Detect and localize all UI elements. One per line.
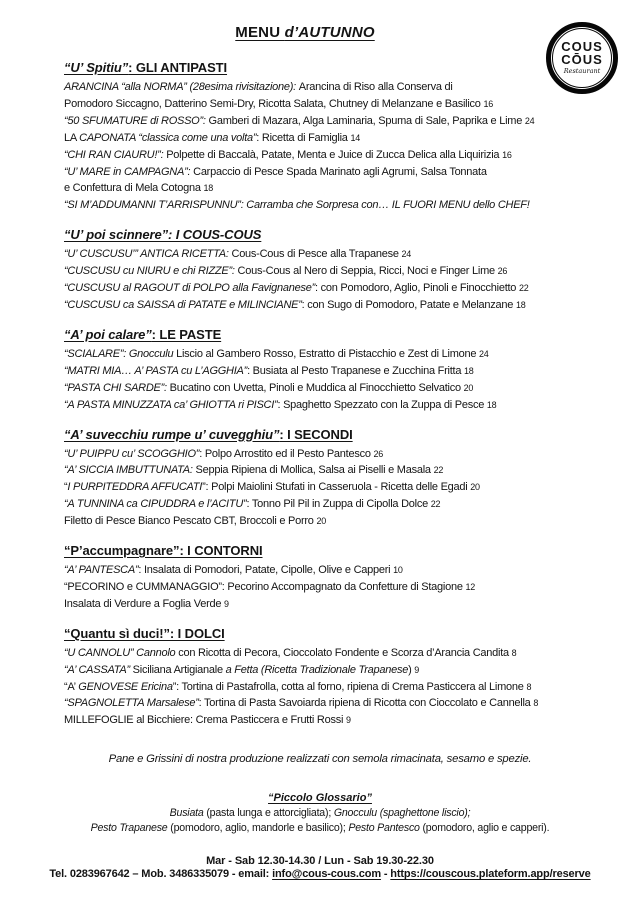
text-segment: Busiata xyxy=(169,807,207,820)
menu-item xyxy=(64,645,614,662)
logo-word-bottom: CŌUS xyxy=(561,51,603,67)
text-segment: Gnocculu (spaghettone liscio); xyxy=(333,807,471,820)
menu-item xyxy=(64,346,614,363)
menu-item-line xyxy=(64,679,614,696)
text-segment: Gamberi di Mazara, Alga Laminaria, Spuma di Sale, Paprika e Lime xyxy=(208,114,525,127)
price: 18 xyxy=(515,299,526,310)
text-segment: con Ricotta di Pecora, Cioccolato Fondente e Scorza d’Arancia Candita xyxy=(178,646,512,659)
text-segment: Pesto Pantesco xyxy=(348,822,423,835)
menu-item xyxy=(64,164,614,198)
price: 18 xyxy=(203,183,214,194)
menu-item xyxy=(64,79,614,113)
menu-item-line xyxy=(64,645,614,662)
contact-line xyxy=(0,867,640,882)
price: 16 xyxy=(502,149,512,160)
text-segment: ARANCINA “alla NORMA” (28esima rivisitazione): xyxy=(64,81,299,93)
text-segment: : Tonno Pil Pil in Zuppa di Cipolla Dolce xyxy=(246,498,431,511)
page-title-text xyxy=(235,24,374,41)
text-segment: Seppia Ripiena di Mollica, Salsa ai Piselli e Masala xyxy=(195,464,434,477)
glossary-lines xyxy=(0,806,640,836)
text-segment: “CUSCUSU al RAGOUT di POLPO alla Favignanese” xyxy=(64,282,315,295)
menu-item xyxy=(64,446,614,463)
text-segment: : con Sugo di Pomodoro, Patate e Melanzane xyxy=(301,298,516,311)
logo-ring-icon xyxy=(546,22,618,94)
menu-item-line xyxy=(64,246,614,263)
menu-item xyxy=(64,113,614,130)
menu-section xyxy=(64,542,614,613)
text-segment: “ xyxy=(64,481,68,494)
text-segment: Arancina di Riso alla Conserva di xyxy=(298,81,453,93)
text-segment: Tel. 0283967642 – Mob. 3486335079 - email: xyxy=(49,867,273,880)
menu-item-line xyxy=(64,662,614,679)
text-segment: Bucatino con Uvetta, Pinoli e Muddica al Finocchietto Selvatico xyxy=(169,381,464,394)
menu-item xyxy=(64,197,614,214)
title-season: d’AUTUNNO xyxy=(284,24,375,41)
menu-item xyxy=(64,397,614,414)
text-segment: CAPONATA “classica come una volta” xyxy=(79,131,257,144)
price: 10 xyxy=(393,565,403,576)
price: 24 xyxy=(401,249,412,260)
text-segment: Siciliana Artigianale xyxy=(132,663,226,676)
section-heading xyxy=(64,59,614,77)
text-segment: : Polpo Arrostito ed il Pesto Pantesco xyxy=(199,447,374,460)
menu-section xyxy=(64,625,614,730)
text-segment: “A’ SICCIA IMBUTTUNATA: xyxy=(64,464,196,477)
page-title xyxy=(0,24,640,41)
menu-item-line xyxy=(64,397,614,414)
title-menu: MENU xyxy=(235,24,285,41)
text-segment: “U’ PUIPPU cu’ SCOGGHIO” xyxy=(64,447,200,460)
menu-item xyxy=(64,363,614,380)
reservation-link[interactable]: https://couscous.plateform.app/reserve xyxy=(390,867,591,880)
menu-item xyxy=(64,479,614,496)
price: 26 xyxy=(373,448,384,459)
price: 18 xyxy=(486,399,497,410)
text-segment: LA xyxy=(64,131,80,144)
menu-item-line xyxy=(64,130,614,147)
menu-item-line xyxy=(64,346,614,363)
menu-item-line xyxy=(64,113,614,130)
price: 26 xyxy=(497,266,508,277)
menu-item-line xyxy=(64,579,614,596)
contact-email-link[interactable]: info@cous-cous.com xyxy=(272,867,381,880)
text-segment: Cous-Cous al Nero di Seppia, Ricci, Noci e Finger Lime xyxy=(237,265,498,278)
text-segment: “A’ suvecchiu rumpe u’ cuvegghiu” xyxy=(64,426,280,442)
menu-item-line xyxy=(64,297,614,314)
price: 14 xyxy=(350,132,360,143)
menu-item xyxy=(64,297,614,314)
text-segment: (pasta lunga e attorcigliata); xyxy=(206,807,334,820)
menu-section xyxy=(64,59,614,214)
text-segment: - xyxy=(380,867,391,880)
menu-item xyxy=(64,263,614,280)
menu-item-line xyxy=(64,446,614,463)
text-segment: : LE PASTE xyxy=(151,326,222,342)
price: 18 xyxy=(464,365,474,376)
menu-item-line xyxy=(64,147,614,164)
glossary-line xyxy=(0,806,640,821)
text-segment: Filetto di Pesce Bianco Pescato CBT, Broccoli e Porro xyxy=(64,515,317,528)
glossary-line xyxy=(0,821,640,836)
text-segment: e Confettura di Mela Cotogna xyxy=(64,182,204,195)
price: 20 xyxy=(316,516,326,527)
menu-item xyxy=(64,513,614,530)
text-segment: : I SECONDI xyxy=(279,426,353,442)
menu-item-line xyxy=(64,197,614,214)
menu-section xyxy=(64,326,614,414)
text-segment: Insalata di Verdure a Foglia Verde xyxy=(64,597,225,610)
menu-item xyxy=(64,679,614,696)
menu-item xyxy=(64,562,614,579)
text-segment: “U’ CUSCUSU’” ANTICA RICETTA: xyxy=(64,248,232,261)
text-segment: Pesto Trapanese xyxy=(90,822,171,835)
logo-word-top: COUS xyxy=(561,39,603,54)
menu-item-line xyxy=(64,280,614,297)
menu-item xyxy=(64,246,614,263)
text-segment: : Tortina di Pasta Savoiarda ripiena di Ricotta con Cioccolato e Cannella xyxy=(198,697,534,710)
price: 20 xyxy=(470,482,480,493)
price: 22 xyxy=(433,465,444,476)
menu-item-line xyxy=(64,513,614,530)
price: 24 xyxy=(479,348,489,359)
menu-sections xyxy=(0,41,640,729)
menu-item-line xyxy=(64,263,614,280)
menu-item xyxy=(64,280,614,297)
text-segment: “U’ Spitiu” xyxy=(64,60,129,75)
price: 12 xyxy=(465,581,476,592)
text-segment: “A’ poi calare” xyxy=(64,326,152,342)
text-segment: : con Pomodoro, Aglio, Pinoli e Finocchietto xyxy=(315,282,519,295)
menu-item-line xyxy=(64,164,614,181)
menu-item-line xyxy=(64,79,614,96)
text-segment: Carpaccio di Pesce Spada Marinato agli Agrumi, Salsa Tonnata xyxy=(193,165,487,178)
text-segment: (pomodoro, aglio e capperi). xyxy=(422,822,550,835)
text-segment: “P’accumpagnare”: I CONTORNI xyxy=(64,543,263,559)
menu-item-line xyxy=(64,363,614,380)
text-segment: Polpette di Baccalà, Patate, Menta e Juice di Zucca Delica alla Liquirizia xyxy=(166,148,503,161)
bread-note: Pane e Grissini di nostra produzione realizzati con semola rimacinata, sesamo e spezie. xyxy=(108,753,532,766)
menu-item-line xyxy=(64,596,614,613)
menu-item xyxy=(64,712,614,729)
menu-item-line xyxy=(64,462,614,479)
section-heading xyxy=(64,226,614,244)
glossary-title: “Piccolo Glossario” xyxy=(268,792,372,805)
text-segment: Liscio al Gambero Rosso, Estratto di Pistacchio e Zest di Limone xyxy=(176,347,480,360)
section-heading xyxy=(64,625,614,643)
text-segment: “A’ PANTESCA” xyxy=(64,564,139,577)
menu-item xyxy=(64,596,614,613)
logo-subtitle: Restaurant xyxy=(563,67,601,75)
menu-item-line xyxy=(64,695,614,712)
menu-item xyxy=(64,147,614,164)
price: 8 xyxy=(533,698,539,709)
price: 9 xyxy=(224,598,229,609)
text-segment: “A PASTA MINUZZATA ca’ GHIOTTA ri PISCI” xyxy=(64,398,278,411)
text-segment: “CUSCUSU cu NIURU e chi RIZZE”: xyxy=(64,265,238,278)
text-segment: : Spaghetto Spezzato con la Zuppa di Pesce xyxy=(277,398,487,411)
restaurant-logo xyxy=(546,22,618,94)
text-segment: “PECORINO e CUMMANAGGIO”: Pecorino Accompagnato da Confetture di Stagione xyxy=(64,580,466,593)
menu-item xyxy=(64,695,614,712)
menu-item-line xyxy=(64,712,614,729)
text-segment: “U’ poi scinnere”: I COUS-COUS xyxy=(64,227,262,243)
price: 16 xyxy=(483,98,493,109)
text-segment: ”: Polpi Maiolini Stufati in Casseruola - Ricetta delle Egadi xyxy=(202,481,471,494)
text-segment: “A TUNNINA ca CIPUDDRA e l’ACITU” xyxy=(64,498,247,511)
price: 20 xyxy=(463,382,474,393)
text-segment: “CUSCUSU ca SAISSA di PATATE e MILINCIANE” xyxy=(64,298,302,311)
menu-item xyxy=(64,579,614,596)
text-segment: ”: Tortina di Pastafrolla, cotta al forno, ripiena di Crema Pasticcera al Limone xyxy=(172,680,527,693)
text-segment: “PASTA CHI SARDE”: xyxy=(64,381,170,394)
text-segment: “A’ xyxy=(64,680,79,693)
text-segment: “Quantu sì duci!”: I DOLCI xyxy=(64,625,225,641)
text-segment: (pomodoro, aglio, mandorle e basilico); xyxy=(170,822,349,835)
section-heading xyxy=(64,542,614,560)
text-segment: Pomodoro Siccagno, Datterino Semi-Dry, Ricotta Salata, Chutney di Melanzane e Basilico xyxy=(64,97,484,110)
text-segment: Cous-Cous di Pesce alla Trapanese xyxy=(231,248,402,261)
menu-section xyxy=(64,226,614,314)
menu-item xyxy=(64,496,614,513)
text-segment: “SCIALARE”: Gnocculu xyxy=(64,347,177,360)
text-segment: “SI M’ADDUMANNI T’ARRISPUNNU”: Carramba che Sorpresa con… IL FUORI MENU dello CHEF! xyxy=(64,199,530,212)
text-segment: “U’ MARE in CAMPAGNA”: xyxy=(64,165,194,178)
section-heading xyxy=(64,426,614,444)
menu-item-line xyxy=(64,380,614,397)
price: 22 xyxy=(430,499,441,510)
text-segment: ) xyxy=(408,663,415,676)
text-segment: a Fetta (Ricetta Tradizionale Trapanese xyxy=(225,663,409,676)
price: 24 xyxy=(524,115,535,126)
text-segment: : Busiata al Pesto Trapanese e Zucchina Fritta xyxy=(247,364,464,377)
menu-item-line xyxy=(64,180,614,197)
text-segment: : Insalata di Pomodori, Patate, Cipolle, Olive e Capperi xyxy=(138,564,394,577)
price: 8 xyxy=(526,681,532,692)
menu-section xyxy=(64,426,614,531)
menu-item xyxy=(64,380,614,397)
price: 9 xyxy=(345,715,351,726)
text-segment: “SPAGNOLETTA Marsalese” xyxy=(64,697,199,710)
text-segment: “MATRI MIA… A’ PASTA cu L’AGGHIA” xyxy=(64,364,248,377)
text-segment: “U CANNOLU” Cannolo xyxy=(64,646,179,659)
text-segment: “A’ CASSATA” xyxy=(64,663,133,676)
menu-item xyxy=(64,130,614,147)
opening-hours: Mar - Sab 12.30-14.30 / Lun - Sab 19.30-22.30 xyxy=(206,854,434,867)
text-segment: I PURPITEDDRA AFFUCATI xyxy=(67,481,203,494)
text-segment: GENOVESE Ericina xyxy=(78,680,173,693)
glossary xyxy=(0,788,640,836)
price: 8 xyxy=(511,647,517,658)
text-segment: “CHI RAN CIAURU!”: xyxy=(64,148,167,161)
section-heading xyxy=(64,326,614,344)
menu-item xyxy=(64,662,614,679)
text-segment: “50 SFUMATURE di ROSSO”: xyxy=(64,114,209,127)
text-segment: MILLEFOGLIE al Bicchiere: Crema Pasticcera e Frutti Rossi xyxy=(64,714,346,727)
price: 22 xyxy=(518,283,529,294)
menu-item-line xyxy=(64,479,614,496)
text-segment: : GLI ANTIPASTI xyxy=(128,60,228,75)
menu-item-line xyxy=(64,96,614,113)
price: 9 xyxy=(414,664,420,675)
menu-item-line xyxy=(64,496,614,513)
text-segment: : Ricetta di Famiglia xyxy=(256,131,351,144)
menu-item xyxy=(64,462,614,479)
menu-item-line xyxy=(64,562,614,579)
